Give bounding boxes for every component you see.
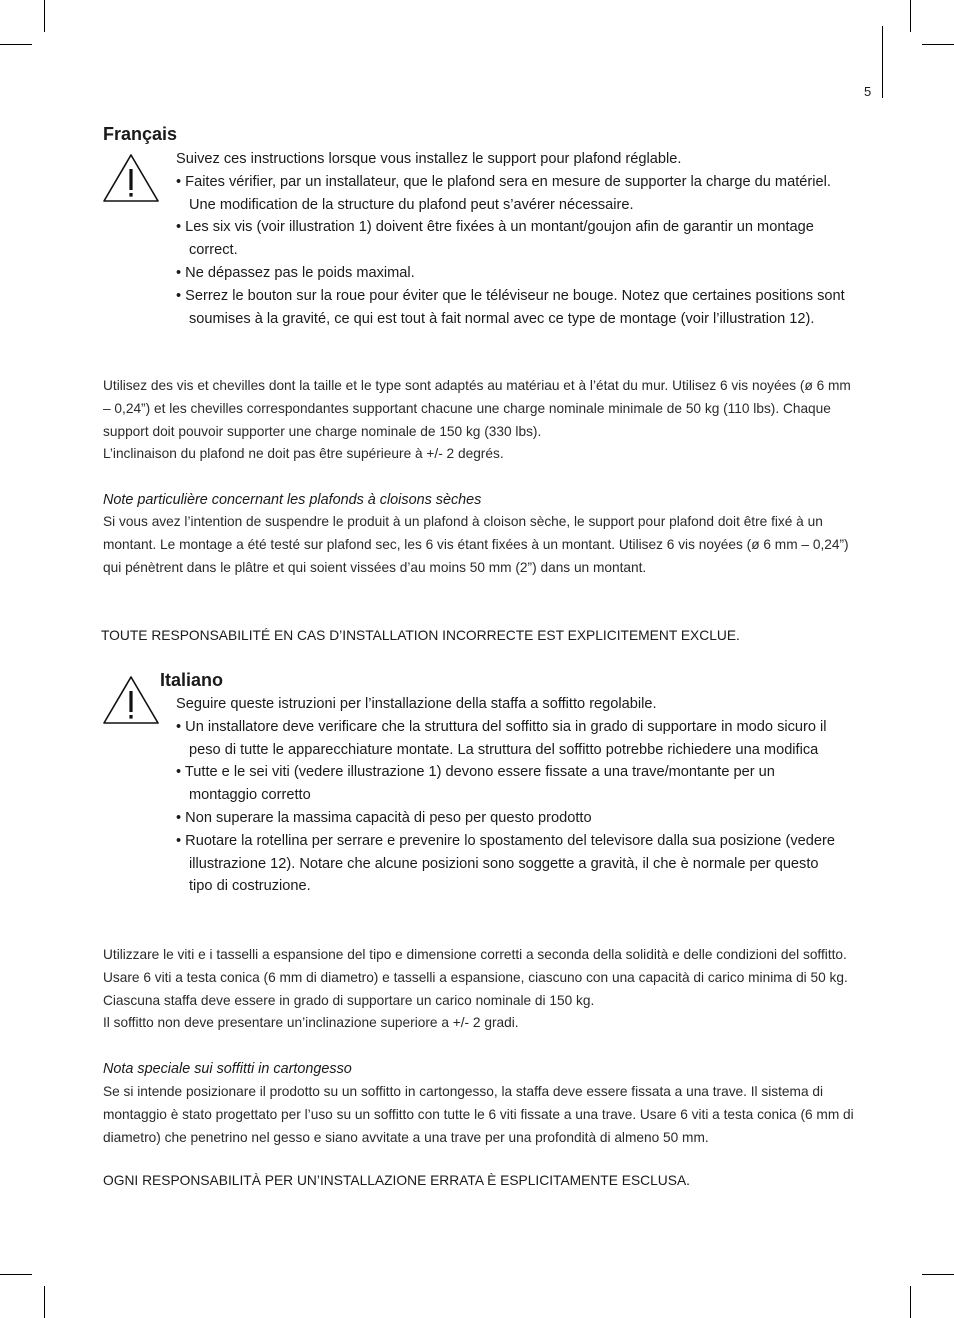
- french-body: [103, 375, 855, 466]
- french-note-text: Si vous avez l’intention de suspendre le produit à un plafond à cloison sèche, le support pour plafond doit être fixé à un montant. Le montage a été testé sur plafond sec, les 6 vis étant fixées à un montant. Utilisez 6 vis noyées (ø 6 mm – 0,24”) qui pénètrent dans le plâtre et qui soient vissées d’au moins 50 mm (2”) dans un montant.: [103, 514, 849, 575]
- french-instructions: [176, 148, 846, 330]
- italian-note-text: Se si intende posizionare il prodotto su un soffitto in cartongesso, la staffa deve essere fissata a una trave. Il sistema di montaggio è stato progettato per l’uso su un soffitto con tutte le 6 viti fissate a una trave. Usare 6 viti a testa conica (6 mm di diametro) che penetrino nel gesso e siano avvitate a una trave per una profondità di almeno 50 mm.: [103, 1084, 854, 1145]
- list-item: • Non superare la massima capacità di peso per questo prodotto: [176, 809, 592, 826]
- section-heading-italian: Italiano: [160, 670, 224, 690]
- list-item: • Tutte e le sei viti (vedere illustrazione 1) devono essere fissate a una trave/montante per un montaggio corretto: [176, 764, 775, 804]
- french-note-title: Note particulière concernant les plafonds à cloisons sèches: [103, 492, 482, 508]
- italian-intro: Seguire queste istruzioni per l’installazione della staffa a soffitto regolabile.: [176, 696, 657, 712]
- french-paragraph: Utilisez des vis et chevilles dont la taille et le type sont adaptés au matériau et à l’état du mur. Utilisez 6 vis noyées (ø 6 mm – 0,24”) et les chevilles correspondantes supportant chacune une charge nominale minimale de 50 kg (110 lbs). Chaque support doit pouvoir supporter une charge nominale de 150 kg (330 lbs).: [103, 378, 851, 439]
- italian-body: [103, 944, 855, 1035]
- crop-mark: [0, 44, 32, 45]
- list-item: • Ne dépassez pas le poids maximal.: [176, 264, 415, 281]
- page-number: 5: [864, 84, 872, 99]
- crop-mark: [0, 1274, 32, 1275]
- crop-mark: [44, 0, 45, 32]
- italian-instructions: [176, 693, 846, 898]
- italian-note-title: Nota speciale sui soffitti in cartongesso: [103, 1061, 352, 1077]
- crop-mark: [922, 1274, 954, 1275]
- list-item: • Ruotare la rotellina per serrare e prevenire lo spostamento del televisore dalla sua posizione (vedere illustrazione 12). Notare che alcune posizioni sono soggette a gravità, il che è normale per questo tipo di costruzione.: [176, 832, 835, 895]
- section-heading-french: Français: [103, 124, 178, 144]
- list-item: • Un installatore deve verificare che la struttura del soffitto sia in grado di supportare in modo sicuro il peso di tutte le apparecchiature montate. La struttura del soffitto potrebbe richiedere una modifica: [176, 718, 827, 758]
- french-disclaimer: TOUTE RESPONSABILITÉ EN CAS D’INSTALLATION INCORRECTE EST EXPLICITEMENT EXCLUE.: [101, 628, 740, 643]
- crop-mark: [910, 1286, 911, 1318]
- list-item: • Faites vérifier, par un installateur, que le plafond sera en mesure de supporter la charge du matériel. Une modification de la structure du plafond peut s’avérer nécessaire.: [176, 173, 831, 213]
- list-item: • Les six vis (voir illustration 1) doivent être fixées à un montant/goujon afin de garantir un montage correct.: [176, 219, 814, 259]
- french-intro: Suivez ces instructions lorsque vous installez le support pour plafond réglable.: [176, 151, 682, 167]
- list-item: • Serrez le bouton sur la roue pour éviter que le téléviseur ne bouge. Notez que certaines positions sont soumises à la gravité, ce qui est tout à fait normal avec ce type de montage (voir l’illustration 12).: [176, 287, 845, 327]
- warning-icon: [102, 153, 160, 203]
- crop-mark: [44, 1286, 45, 1318]
- italian-disclaimer: OGNI RESPONSABILITÀ PER UN’INSTALLAZIONE ERRATA È ESPLICITAMENTE ESCLUSA.: [103, 1173, 691, 1188]
- french-paragraph: L’inclinaison du plafond ne doit pas être supérieure à +/- 2 degrés.: [103, 446, 504, 462]
- crop-mark: [910, 0, 911, 32]
- crop-mark: [922, 44, 954, 45]
- warning-icon: [102, 675, 160, 725]
- page-rule: [882, 26, 883, 98]
- italian-paragraph: Il soffitto non deve presentare un’inclinazione superiore a +/- 2 gradi.: [103, 1015, 519, 1031]
- italian-paragraph: Utilizzare le viti e i tasselli a espansione del tipo e dimensione corretti a seconda della solidità e delle condizioni del soffitto. Usare 6 viti a testa conica (6 mm di diametro) e tasselli a espansione, ciascuno con una capacità di carico minima di 50 kg. Ciascuna staffa deve essere in grado di supportare un carico nominale di 150 kg.: [103, 947, 848, 1008]
